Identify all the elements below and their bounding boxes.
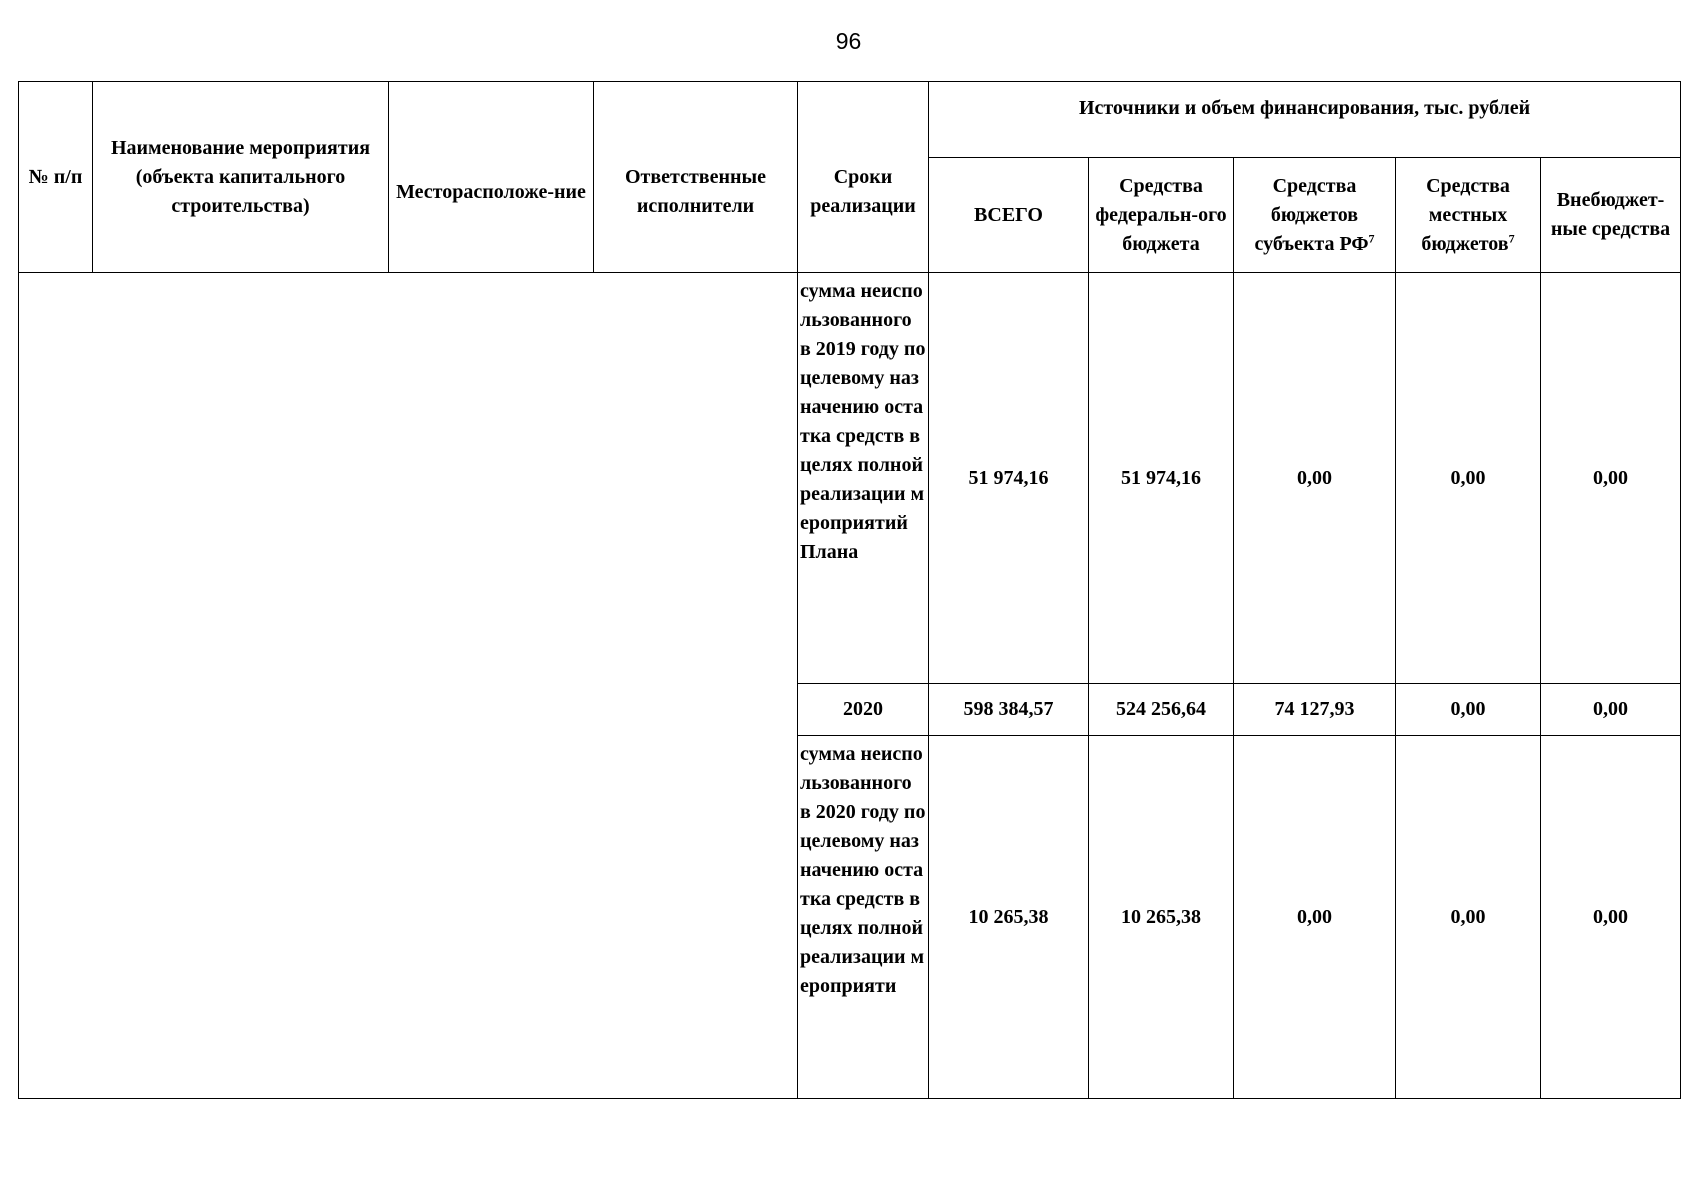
- total-cell: 51 974,16: [929, 273, 1089, 684]
- term-cell: сумма неиспользованного в 2019 году по целевому назначению остатка средств в целях полной реализации мероприятий Плана: [798, 273, 929, 684]
- header-local: Средства местных бюджетов$^7$: [1396, 158, 1541, 273]
- total-cell: 598 384,57: [929, 684, 1089, 736]
- extra-cell: 0,00: [1541, 273, 1681, 684]
- header-location: Месторасположе-ние: [389, 82, 594, 273]
- page-number: 96: [835, 28, 862, 54]
- regional-cell: 74 127,93: [1234, 684, 1396, 736]
- regional-cell: 0,00: [1234, 736, 1396, 1099]
- local-cell: 0,00: [1396, 273, 1541, 684]
- extra-cell: 0,00: [1541, 736, 1681, 1099]
- term-cell: 2020: [798, 684, 929, 736]
- empty-merged-cell: [19, 273, 798, 1099]
- footnote-mark: 7: [1368, 230, 1375, 245]
- header-regional: Средства бюджетов субъекта $РФ^7$: [1234, 158, 1396, 273]
- extra-cell: 0,00: [1541, 684, 1681, 736]
- header-terms: Сроки реализации: [798, 82, 929, 273]
- header-total: ВСЕГО: [929, 158, 1089, 273]
- header-federal: Средства федеральн-ого бюджета: [1089, 158, 1234, 273]
- federal-cell: 10 265,38: [1089, 736, 1234, 1099]
- regional-cell: 0,00: [1234, 273, 1396, 684]
- table-row: [19, 273, 1681, 684]
- financing-table: [18, 81, 1681, 1099]
- federal-cell: 524 256,64: [1089, 684, 1234, 736]
- header-num: № п/п: [19, 82, 93, 273]
- header-financing: Источники и объем финансирования, тыс. рублей: [929, 82, 1681, 158]
- header-name: Наименование мероприятия (объекта капитального строительства): [93, 82, 389, 273]
- federal-cell: 51 974,16: [1089, 273, 1234, 684]
- header-extra: Внебюджет-ные средства: [1541, 158, 1681, 273]
- term-cell: сумма неиспользованного в 2020 году по целевому назначению остатка средств в целях полной реализации мероприяти: [798, 736, 929, 1099]
- footnote-mark: 7: [1508, 230, 1515, 245]
- header-row: [19, 82, 1681, 158]
- header-responsible: Ответственные исполнители: [594, 82, 798, 273]
- local-cell: 0,00: [1396, 684, 1541, 736]
- total-cell: 10 265,38: [929, 736, 1089, 1099]
- local-cell: 0,00: [1396, 736, 1541, 1099]
